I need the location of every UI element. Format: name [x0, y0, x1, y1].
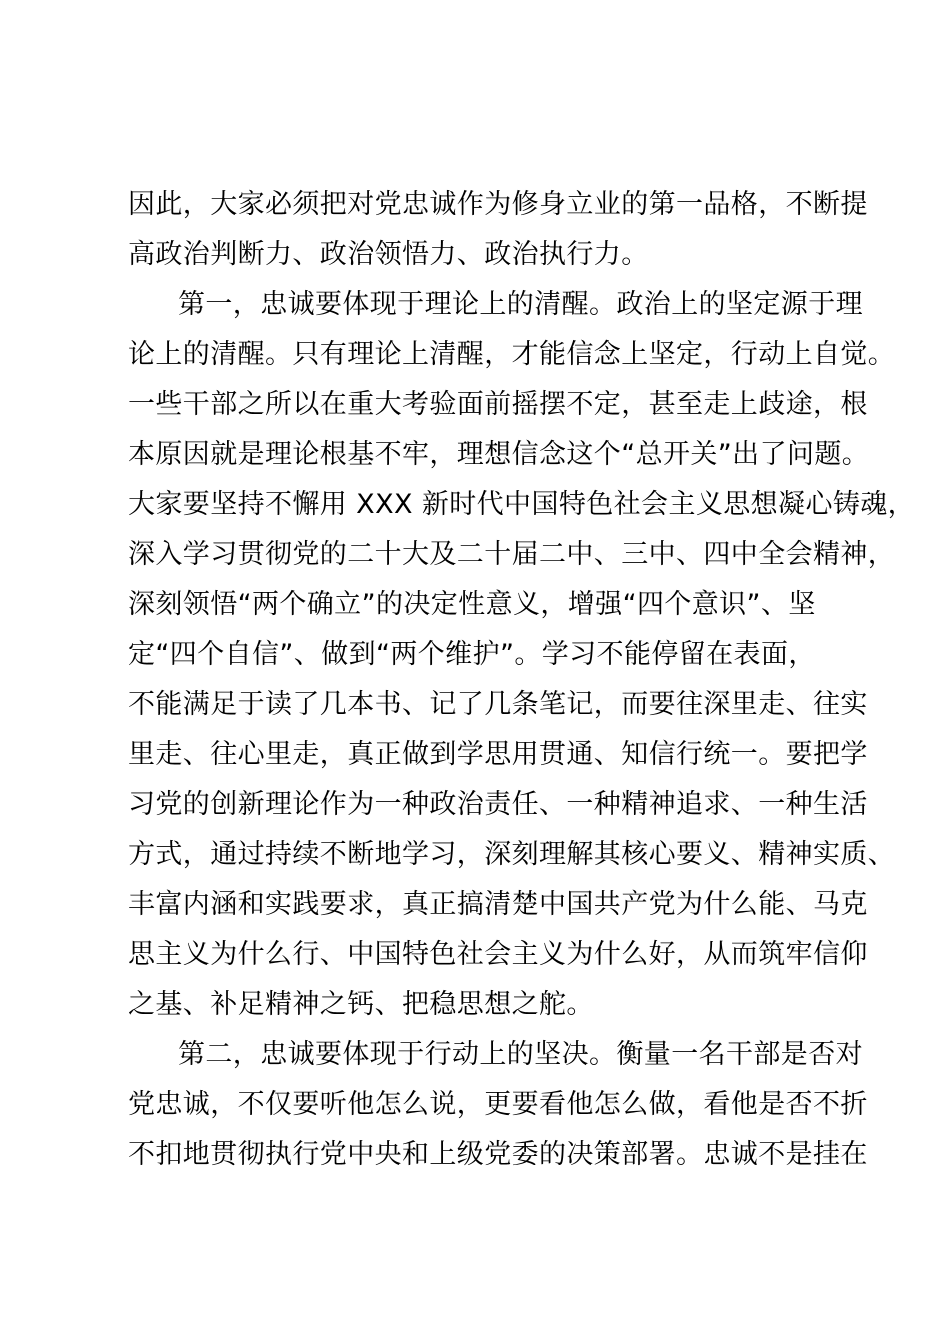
text-line: 不扣地贯彻执行党中央和上级党委的决策部署。忠诚不是挂在	[128, 1139, 868, 1170]
paragraph-first-line: 第一，忠诚要体现于理论上的清醒。政治上的坚定源于理	[178, 289, 863, 320]
text-line: 定“四个自信”、做到“两个维护”。学习不能停留在表面，	[128, 639, 816, 670]
text-line: 大家要坚持不懈用 XXX 新时代中国特色社会主义思想凝心铸魂，	[128, 489, 916, 520]
text-line: 本原因就是理论根基不牢，理想信念这个“总开关”出了问题。	[128, 439, 870, 470]
text-line: 论上的清醒。只有理论上清醒，才能信念上坚定，行动上自觉。	[128, 339, 896, 370]
text-line: 习党的创新理论作为一种政治责任、一种精神追求、一种生活	[128, 789, 868, 820]
paragraph-first-line: 第二，忠诚要体现于行动上的坚决。衡量一名干部是否对	[178, 1039, 863, 1070]
text-line: 深入学习贯彻党的二十大及二十届二中、三中、四中全会精神，	[128, 539, 896, 570]
text-line: 思主义为什么行、中国特色社会主义为什么好，从而筑牢信仰	[128, 939, 868, 970]
text-line: 方式，通过持续不断地学习，深刻理解其核心要义、精神实质、	[128, 839, 896, 870]
text-line: 一些干部之所以在重大考验面前摇摆不定，甚至走上歧途，根	[128, 389, 868, 420]
text-line: 之基、补足精神之钙、把稳思想之舵。	[128, 989, 594, 1020]
text-line: 深刻领悟“两个确立”的决定性意义，增强“四个意识”、坚	[128, 589, 816, 620]
text-line: 丰富内涵和实践要求，真正搞清楚中国共产党为什么能、马克	[128, 889, 868, 920]
text-line: 党忠诚，不仅要听他怎么说，更要看他怎么做，看他是否不折	[128, 1089, 868, 1120]
text-line: 高政治判断力、政治领悟力、政治执行力。	[128, 239, 649, 270]
text-line: 里走、往心里走，真正做到学思用贯通、知信行统一。要把学	[128, 739, 868, 770]
text-line: 因此，大家必须把对党忠诚作为修身立业的第一品格，不断提	[128, 189, 868, 220]
text-line: 不能满足于读了几本书、记了几条笔记，而要往深里走、往实	[128, 689, 868, 720]
